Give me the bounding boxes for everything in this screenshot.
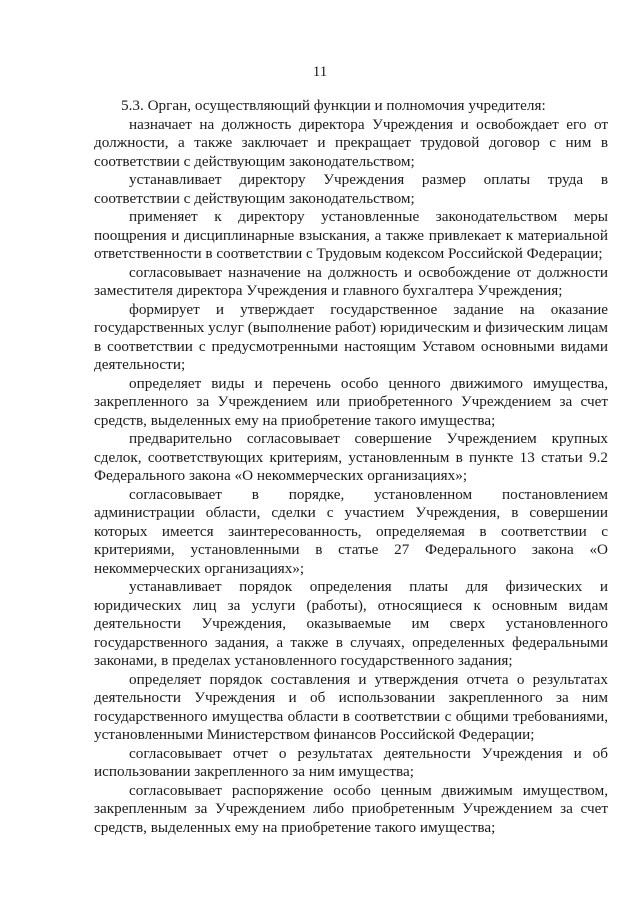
section-heading: 5.3. Орган, осуществляющий функции и полномочия учредителя: — [121, 97, 546, 114]
paragraph: устанавливает директору Учреждения размер оплаты труда в соответствии с действующим законодательством; — [94, 171, 608, 207]
paragraph: предварительно согласовывает совершение Учреждением крупных сделок, соответствующих критериям, установленным в пункте 13 статьи 9.2 Федерального закона «О некоммерческих организациях»; — [94, 430, 608, 484]
paragraph: согласовывает в порядке, установленном постановлением администрации области, сделки с участием Учреждения, в совершении которых имеется заинтересованность, определяемая в соответствии с критериями, установленными в статье 27 Федерального закона «О некоммерческих организациях»; — [94, 485, 608, 577]
document-body — [94, 97, 608, 837]
paragraph: определяет виды и перечень особо ценного движимого имущества, закрепленного за Учреждением или приобретенного Учреждением за счет средств, выделенных ему на приобретение такого имущества; — [94, 374, 608, 429]
paragraph: формирует и утверждает государственное задание на оказание государственных услуг (выполнение работ) юридическим и физическим лицам в соответствии с предусмотренными настоящим Уставом основными видами деятельности; — [94, 300, 608, 373]
paragraph: согласовывает распоряжение особо ценным движимым имуществом, закрепленным за Учреждением либо приобретенным Учреждением за счет средств, выделенных ему на приобретение такого имущества; — [94, 781, 608, 836]
paragraph: устанавливает порядок определения платы для физических и юридических лиц за услуги (работы), относящиеся к основным видам деятельности Учреждения, оказываемые им сверх установленного государственного задания, а также в случаях, определенных федеральными законами, в пределах установленного государственного задания; — [94, 578, 608, 669]
paragraph: согласовывает отчет о результатах деятельности Учреждения и об использовании закрепленного за ним имущества; — [94, 744, 608, 780]
paragraph: назначает на должность директора Учреждения и освобождает его от должности, а также заключает и прекращает трудовой договор с ним в соответствии с действующим законодательством; — [94, 115, 608, 170]
paragraph: определяет порядок составления и утверждения отчета о результатах деятельности Учреждения и об использовании закрепленного за ним государственного имущества области в соответствии с общими требованиями, установленными Министерством финансов Российской Федерации; — [94, 670, 608, 743]
page-number: 11 — [312, 64, 328, 80]
paragraph: согласовывает назначение на должность и освобождение от должности заместителя директора Учреждения и главного бухгалтера Учреждения; — [94, 263, 608, 299]
paragraph: применяет к директору установленные законодательством меры поощрения и дисциплинарные взыскания, а также привлекает к материальной ответственности в соответствии с Трудовым кодексом Российской Федерации; — [94, 208, 608, 262]
